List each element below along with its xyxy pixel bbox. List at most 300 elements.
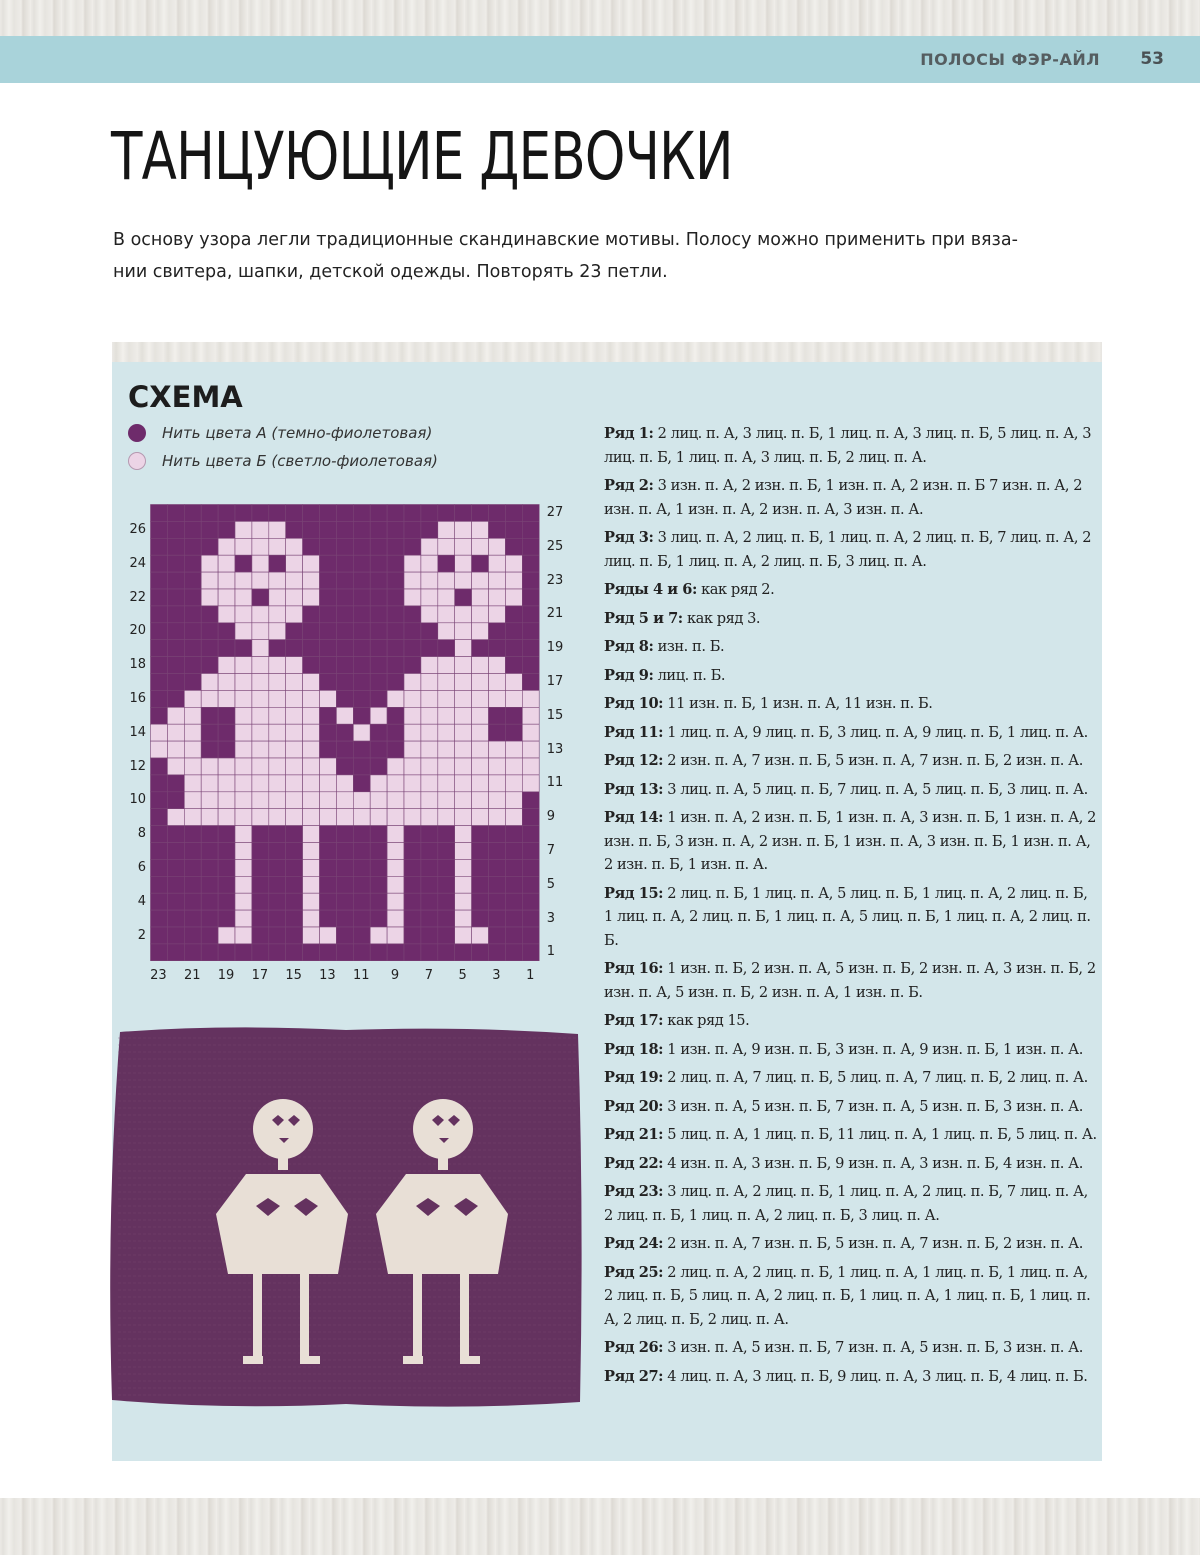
row-number-label: 27: [546, 505, 564, 520]
intro-line-1: В основу узора легли традиционные скандинавские мотивы. Полосу можно применить при вяза-: [113, 230, 1018, 250]
chart-cell: [489, 572, 506, 589]
chart-cell: [286, 944, 303, 961]
chart-cell: [252, 809, 269, 826]
chart-cell: [522, 505, 539, 522]
chart-cell: [353, 859, 370, 876]
instruction-row-label: Ряд 10:: [604, 695, 664, 712]
chart-cell: [151, 876, 168, 893]
chart-cell: [151, 572, 168, 589]
chart-cell: [505, 505, 522, 522]
instruction-row-label: Ряды 4 и 6:: [604, 581, 697, 598]
chart-cell: [522, 809, 539, 826]
chart-cell: [489, 893, 506, 910]
column-number-label: 7: [424, 968, 433, 984]
row-number-label: 20: [129, 623, 146, 639]
chart-cell: [472, 944, 489, 961]
chart-cell: [184, 775, 201, 792]
chart-cell: [303, 876, 320, 893]
chart-cell: [269, 775, 286, 792]
chart-cell: [320, 674, 337, 691]
chart-cell: [387, 826, 404, 843]
chart-cell: [218, 640, 235, 657]
chart-cell: [404, 758, 421, 775]
chart-cell: [421, 657, 438, 674]
instruction-row-text: 11 изн. п. Б, 1 изн. п. А, 11 изн. п. Б.: [663, 695, 933, 712]
column-number-label: 5: [458, 968, 467, 984]
chart-cell: [286, 876, 303, 893]
chart-cell: [387, 521, 404, 538]
chart-cell: [218, 809, 235, 826]
instruction-row: [604, 1180, 1100, 1227]
chart-cell: [370, 944, 387, 961]
chart-cell: [218, 674, 235, 691]
chart-cell: [387, 910, 404, 927]
chart-cell: [505, 572, 522, 589]
chart-cell: [151, 775, 168, 792]
chart-cell: [252, 724, 269, 741]
chart-cell: [489, 505, 506, 522]
chart-cell: [235, 775, 252, 792]
chart-cell: [438, 589, 455, 606]
chart-cell: [201, 657, 218, 674]
chart-cell: [167, 640, 184, 657]
motif-neck: [438, 1156, 448, 1170]
chart-cell: [184, 859, 201, 876]
chart-cell: [269, 792, 286, 809]
chart-cell: [286, 910, 303, 927]
chart-cell: [353, 538, 370, 555]
chart-cell: [320, 843, 337, 860]
chart-cell: [303, 505, 320, 522]
chart-cell: [320, 775, 337, 792]
chart-cell: [421, 538, 438, 555]
chart-cell: [438, 910, 455, 927]
chart-cell: [184, 521, 201, 538]
chart-cell: [370, 927, 387, 944]
chart-cell: [489, 657, 506, 674]
chart-cell: [269, 741, 286, 758]
motif-leg: [253, 1274, 262, 1360]
chart-cell: [353, 640, 370, 657]
chart-cell: [167, 589, 184, 606]
instruction-row: [604, 578, 1100, 602]
chart-cell: [218, 606, 235, 623]
chart-cell: [303, 606, 320, 623]
chart-cell: [455, 758, 472, 775]
chart-cell: [489, 809, 506, 826]
chart-cell: [455, 859, 472, 876]
chart-cell: [303, 758, 320, 775]
chart-cell: [269, 809, 286, 826]
chart-cell: [370, 809, 387, 826]
chart-cell: [303, 555, 320, 572]
chart-cell: [505, 538, 522, 555]
instruction-row-label: Ряд 5 и 7:: [604, 609, 683, 627]
chart-cell: [167, 893, 184, 910]
chart-cell: [387, 843, 404, 860]
chart-cell: [151, 505, 168, 522]
chart-cell: [505, 674, 522, 691]
chart-cell: [252, 538, 269, 555]
chart-cell: [455, 792, 472, 809]
chart-cell: [505, 555, 522, 572]
chart-cell: [218, 876, 235, 893]
chart-cell: [269, 538, 286, 555]
legend-label-a: Нить цвета А (темно-фиолетовая): [162, 424, 433, 442]
chart-cell: [522, 859, 539, 876]
chart-cell: [353, 927, 370, 944]
chart-cell: [489, 724, 506, 741]
instruction-row: [604, 422, 1100, 469]
chart-cell: [252, 640, 269, 657]
chart-cell: [320, 910, 337, 927]
chart-cell: [184, 792, 201, 809]
chart-cell: [455, 538, 472, 555]
instruction-row-text: 1 изн. п. Б, 2 изн. п. А, 5 изн. п. Б, 2 изн. п. А, 3 изн. п. Б, 2 изн. п. А, 5 изн. п. Б, 2 изн. п. А, 1 изн. п. Б.: [604, 960, 1096, 1001]
chart-cell: [404, 944, 421, 961]
column-number-label: 17: [251, 968, 269, 984]
chart-cell: [404, 657, 421, 674]
chart-cell: [421, 606, 438, 623]
chart-cell: [252, 555, 269, 572]
instruction-row-text: как ряд 2.: [696, 581, 775, 598]
chart-cell: [303, 944, 320, 961]
chart-cell: [505, 690, 522, 707]
chart-cell: [387, 623, 404, 640]
instruction-row-label: Ряд 9:: [604, 666, 654, 684]
chart-cell: [184, 741, 201, 758]
chart-cell: [455, 572, 472, 589]
chart-cell: [353, 876, 370, 893]
chart-cell: [269, 927, 286, 944]
chart-cell: [336, 843, 353, 860]
chart-cell: [184, 538, 201, 555]
chart-cell: [167, 555, 184, 572]
chart-cell: [472, 589, 489, 606]
chart-cell: [472, 843, 489, 860]
knitted-sample-photo: [106, 1024, 585, 1410]
chart-cell: [303, 724, 320, 741]
chart-cell: [201, 724, 218, 741]
chart-grid: [150, 504, 540, 961]
chart-cell: [505, 944, 522, 961]
chart-cell: [201, 758, 218, 775]
instruction-row: [604, 1232, 1100, 1256]
intro-text: [113, 224, 1073, 288]
chart-cell: [472, 927, 489, 944]
instruction-row-text: 1 изн. п. А, 2 изн. п. Б, 1 изн. п. А, 3 изн. п. Б, 1 изн. п. А, 2 изн. п. Б, 3 изн. п. А, 2 изн. п. Б, 1 изн. п. А, 3 изн. п. Б, 1 изн. п. А, 2 изн. п. Б, 1 изн. п. А.: [604, 809, 1096, 873]
chart-cell: [218, 724, 235, 741]
chart-cell: [167, 876, 184, 893]
chart-cell: [286, 758, 303, 775]
motif-foot: [460, 1356, 480, 1364]
chart-cell: [353, 758, 370, 775]
chart-cell: [489, 775, 506, 792]
chart-cell: [320, 826, 337, 843]
column-number-label: 23: [150, 968, 167, 984]
chart-cell: [286, 826, 303, 843]
chart-cell: [336, 640, 353, 657]
chart-cell: [455, 640, 472, 657]
chart-cell: [235, 944, 252, 961]
chart-cell: [151, 724, 168, 741]
chart-cell: [455, 521, 472, 538]
chart-cell: [353, 792, 370, 809]
chart-cell: [286, 792, 303, 809]
chart-cell: [167, 843, 184, 860]
chart-cell: [201, 640, 218, 657]
chart-cell: [252, 792, 269, 809]
chart-cell: [201, 809, 218, 826]
motif-leg: [413, 1274, 422, 1360]
chart-cell: [151, 589, 168, 606]
chart-cell: [421, 809, 438, 826]
chart-cell: [218, 944, 235, 961]
chart-cell: [167, 859, 184, 876]
chart-cell: [320, 707, 337, 724]
chart-cell: [472, 674, 489, 691]
chart-cell: [522, 606, 539, 623]
chart-cell: [522, 944, 539, 961]
chart-cell: [201, 707, 218, 724]
chart-cell: [505, 775, 522, 792]
chart-cell: [472, 572, 489, 589]
chart-cell: [151, 859, 168, 876]
row-number-label: 15: [546, 707, 564, 723]
chart-cell: [269, 606, 286, 623]
chart-cell: [269, 572, 286, 589]
chart-cell: [489, 859, 506, 876]
chart-cell: [336, 538, 353, 555]
chart-cell: [421, 893, 438, 910]
chart-cell: [269, 690, 286, 707]
chart-cell: [404, 521, 421, 538]
chart-cell: [505, 876, 522, 893]
motif-foot: [300, 1356, 320, 1364]
chart-cell: [421, 555, 438, 572]
chart-cell: [303, 893, 320, 910]
chart-cell: [505, 741, 522, 758]
chart-cell: [286, 809, 303, 826]
page-header: [0, 36, 1200, 83]
chart-cell: [303, 826, 320, 843]
chart-cell: [151, 623, 168, 640]
instruction-row-label: Ряд 26:: [604, 1339, 664, 1356]
chart-cell: [505, 657, 522, 674]
chart-cell: [218, 927, 235, 944]
chart-cell: [201, 606, 218, 623]
chart-cell: [336, 944, 353, 961]
chart-cell: [235, 555, 252, 572]
instruction-row: [604, 1095, 1100, 1119]
column-number-label: 9: [390, 968, 400, 984]
chart-cell: [252, 690, 269, 707]
chart-cell: [489, 707, 506, 724]
column-number-label: 15: [285, 968, 302, 984]
chart-cell: [235, 674, 252, 691]
instruction-row: [604, 635, 1100, 659]
chart-cell: [505, 826, 522, 843]
chart-cell: [455, 555, 472, 572]
chart-cell: [201, 674, 218, 691]
chart-cell: [489, 623, 506, 640]
instruction-row-text: как ряд 15.: [663, 1012, 750, 1029]
instruction-row-text: 2 изн. п. А, 7 изн. п. Б, 5 изн. п. А, 7 изн. п. Б, 2 изн. п. А.: [663, 1235, 1083, 1252]
chart-cell: [235, 910, 252, 927]
chart-cell: [201, 572, 218, 589]
chart-cell: [353, 505, 370, 522]
column-number-label: 11: [352, 968, 370, 984]
chart-cell: [167, 775, 184, 792]
instruction-row-label: Ряд 23:: [604, 1183, 664, 1200]
chart-cell: [472, 640, 489, 657]
chart-cell: [235, 505, 252, 522]
chart-cell: [184, 843, 201, 860]
chart-cell: [184, 826, 201, 843]
chart-cell: [489, 758, 506, 775]
chart-cell: [252, 505, 269, 522]
chart-cell: [438, 724, 455, 741]
chart-cell: [218, 657, 235, 674]
chart-cell: [184, 893, 201, 910]
chart-cell: [387, 792, 404, 809]
instruction-row-label: Ряд 22:: [604, 1154, 664, 1172]
chart-cell: [438, 809, 455, 826]
chart-cell: [505, 758, 522, 775]
chart-cell: [336, 876, 353, 893]
chart-cell: [286, 623, 303, 640]
chart-cell: [151, 910, 168, 927]
chart-cell: [370, 623, 387, 640]
chart-cell: [370, 859, 387, 876]
chart-cell: [370, 589, 387, 606]
row-number-label: 11: [546, 775, 564, 791]
chart-cell: [303, 538, 320, 555]
row-number-label: 5: [546, 876, 555, 892]
chart-cell: [421, 724, 438, 741]
row-number-label: 6: [137, 859, 146, 875]
chart-cell: [370, 910, 387, 927]
chart-cell: [438, 521, 455, 538]
chart-cell: [489, 606, 506, 623]
chart-cell: [151, 826, 168, 843]
chart-cell: [404, 674, 421, 691]
chart-cell: [472, 707, 489, 724]
row-number-label: 18: [129, 657, 146, 673]
chart-cell: [320, 944, 337, 961]
instruction-row-text: 3 лиц. п. А, 2 лиц. п. Б, 1 лиц. п. А, 2 лиц. п. Б, 7 лиц. п. А, 2 лиц. п. Б, 1 лиц. п. А, 2 лиц. п. Б, 3 лиц. п. А.: [604, 1183, 1088, 1224]
chart-cell: [336, 826, 353, 843]
chart-cell: [167, 741, 184, 758]
chart-cell: [151, 707, 168, 724]
chart-cell: [320, 555, 337, 572]
chart-cell: [303, 910, 320, 927]
instruction-row-text: 2 изн. п. А, 7 изн. п. Б, 5 изн. п. А, 7 изн. п. Б, 2 изн. п. А.: [663, 752, 1083, 769]
chart-cell: [489, 555, 506, 572]
chart-cell: [421, 674, 438, 691]
chart-cell: [167, 944, 184, 961]
chart-cell: [184, 674, 201, 691]
motif-dress: [216, 1174, 348, 1274]
chart-cell: [421, 927, 438, 944]
chart-cell: [167, 758, 184, 775]
chart-cell: [286, 589, 303, 606]
instruction-row-label: Ряд 11:: [604, 723, 664, 741]
chart-cell: [252, 521, 269, 538]
chart-cell: [235, 741, 252, 758]
chart-cell: [438, 944, 455, 961]
column-number-label: 1: [526, 968, 535, 984]
chart-cell: [505, 521, 522, 538]
chart-cell: [151, 521, 168, 538]
chart-cell: [404, 538, 421, 555]
chart-cell: [286, 606, 303, 623]
chart-cell: [522, 674, 539, 691]
chart-cell: [303, 690, 320, 707]
row-number-label: 25: [546, 538, 564, 554]
instruction-row-text: 2 лиц. п. А, 3 лиц. п. Б, 1 лиц. п. А, 3 лиц. п. Б, 5 лиц. п. А, 3 лиц. п. Б, 1 лиц. п. А, 3 лиц. п. Б, 2 лиц. п. А.: [604, 425, 1092, 466]
chart-cell: [320, 538, 337, 555]
chart-cell: [336, 555, 353, 572]
chart-cell: [522, 589, 539, 606]
instruction-row-text: 5 лиц. п. А, 1 лиц. п. Б, 11 лиц. п. А, 1 лиц. п. Б, 5 лиц. п. А.: [663, 1126, 1097, 1143]
row-number-label: 1: [546, 944, 555, 960]
chart-cell: [387, 741, 404, 758]
instruction-row: [604, 749, 1100, 773]
chart-cell: [522, 657, 539, 674]
chart-cell: [252, 843, 269, 860]
instruction-row: [604, 1123, 1100, 1147]
chart-cell: [320, 741, 337, 758]
chart-cell: [438, 758, 455, 775]
chart-cell: [421, 775, 438, 792]
chart-cell: [505, 910, 522, 927]
chart-cell: [421, 690, 438, 707]
chart-cell: [438, 674, 455, 691]
chart-cell: [286, 707, 303, 724]
chart-cell: [184, 572, 201, 589]
chart-cell: [455, 505, 472, 522]
chart-cell: [505, 640, 522, 657]
chart-cell: [370, 674, 387, 691]
instruction-row-text: 2 лиц. п. Б, 1 лиц. п. А, 5 лиц. п. Б, 1 лиц. п. А, 2 лиц. п. Б, 1 лиц. п. А, 2 лиц. п. Б, 1 лиц. п. А, 5 лиц. п. Б, 1 лиц. п. А, 2 лиц. п. Б.: [604, 884, 1091, 949]
page-title: ТАНЦУЮЩИЕ ДЕВОЧКИ: [111, 118, 733, 195]
chart-cell: [303, 809, 320, 826]
row-number-label: 17: [546, 674, 564, 689]
chart-cell: [438, 555, 455, 572]
chart-cell: [167, 623, 184, 640]
chart-cell: [353, 741, 370, 758]
chart-cell: [336, 657, 353, 674]
chart-cell: [286, 505, 303, 522]
chart-cell: [201, 505, 218, 522]
row-number-label: 19: [546, 640, 564, 656]
chart-cell: [404, 640, 421, 657]
chart-cell: [404, 623, 421, 640]
chart-cell: [303, 521, 320, 538]
chart-cell: [303, 623, 320, 640]
chart-cell: [151, 538, 168, 555]
motif-head: [413, 1099, 473, 1159]
chart-cell: [472, 690, 489, 707]
chart-cell: [235, 876, 252, 893]
chart-cell: [167, 910, 184, 927]
row-number-label: 24: [129, 555, 146, 571]
chart-cell: [353, 623, 370, 640]
chart-cell: [201, 555, 218, 572]
chart-cell: [387, 640, 404, 657]
chart-cell: [235, 859, 252, 876]
